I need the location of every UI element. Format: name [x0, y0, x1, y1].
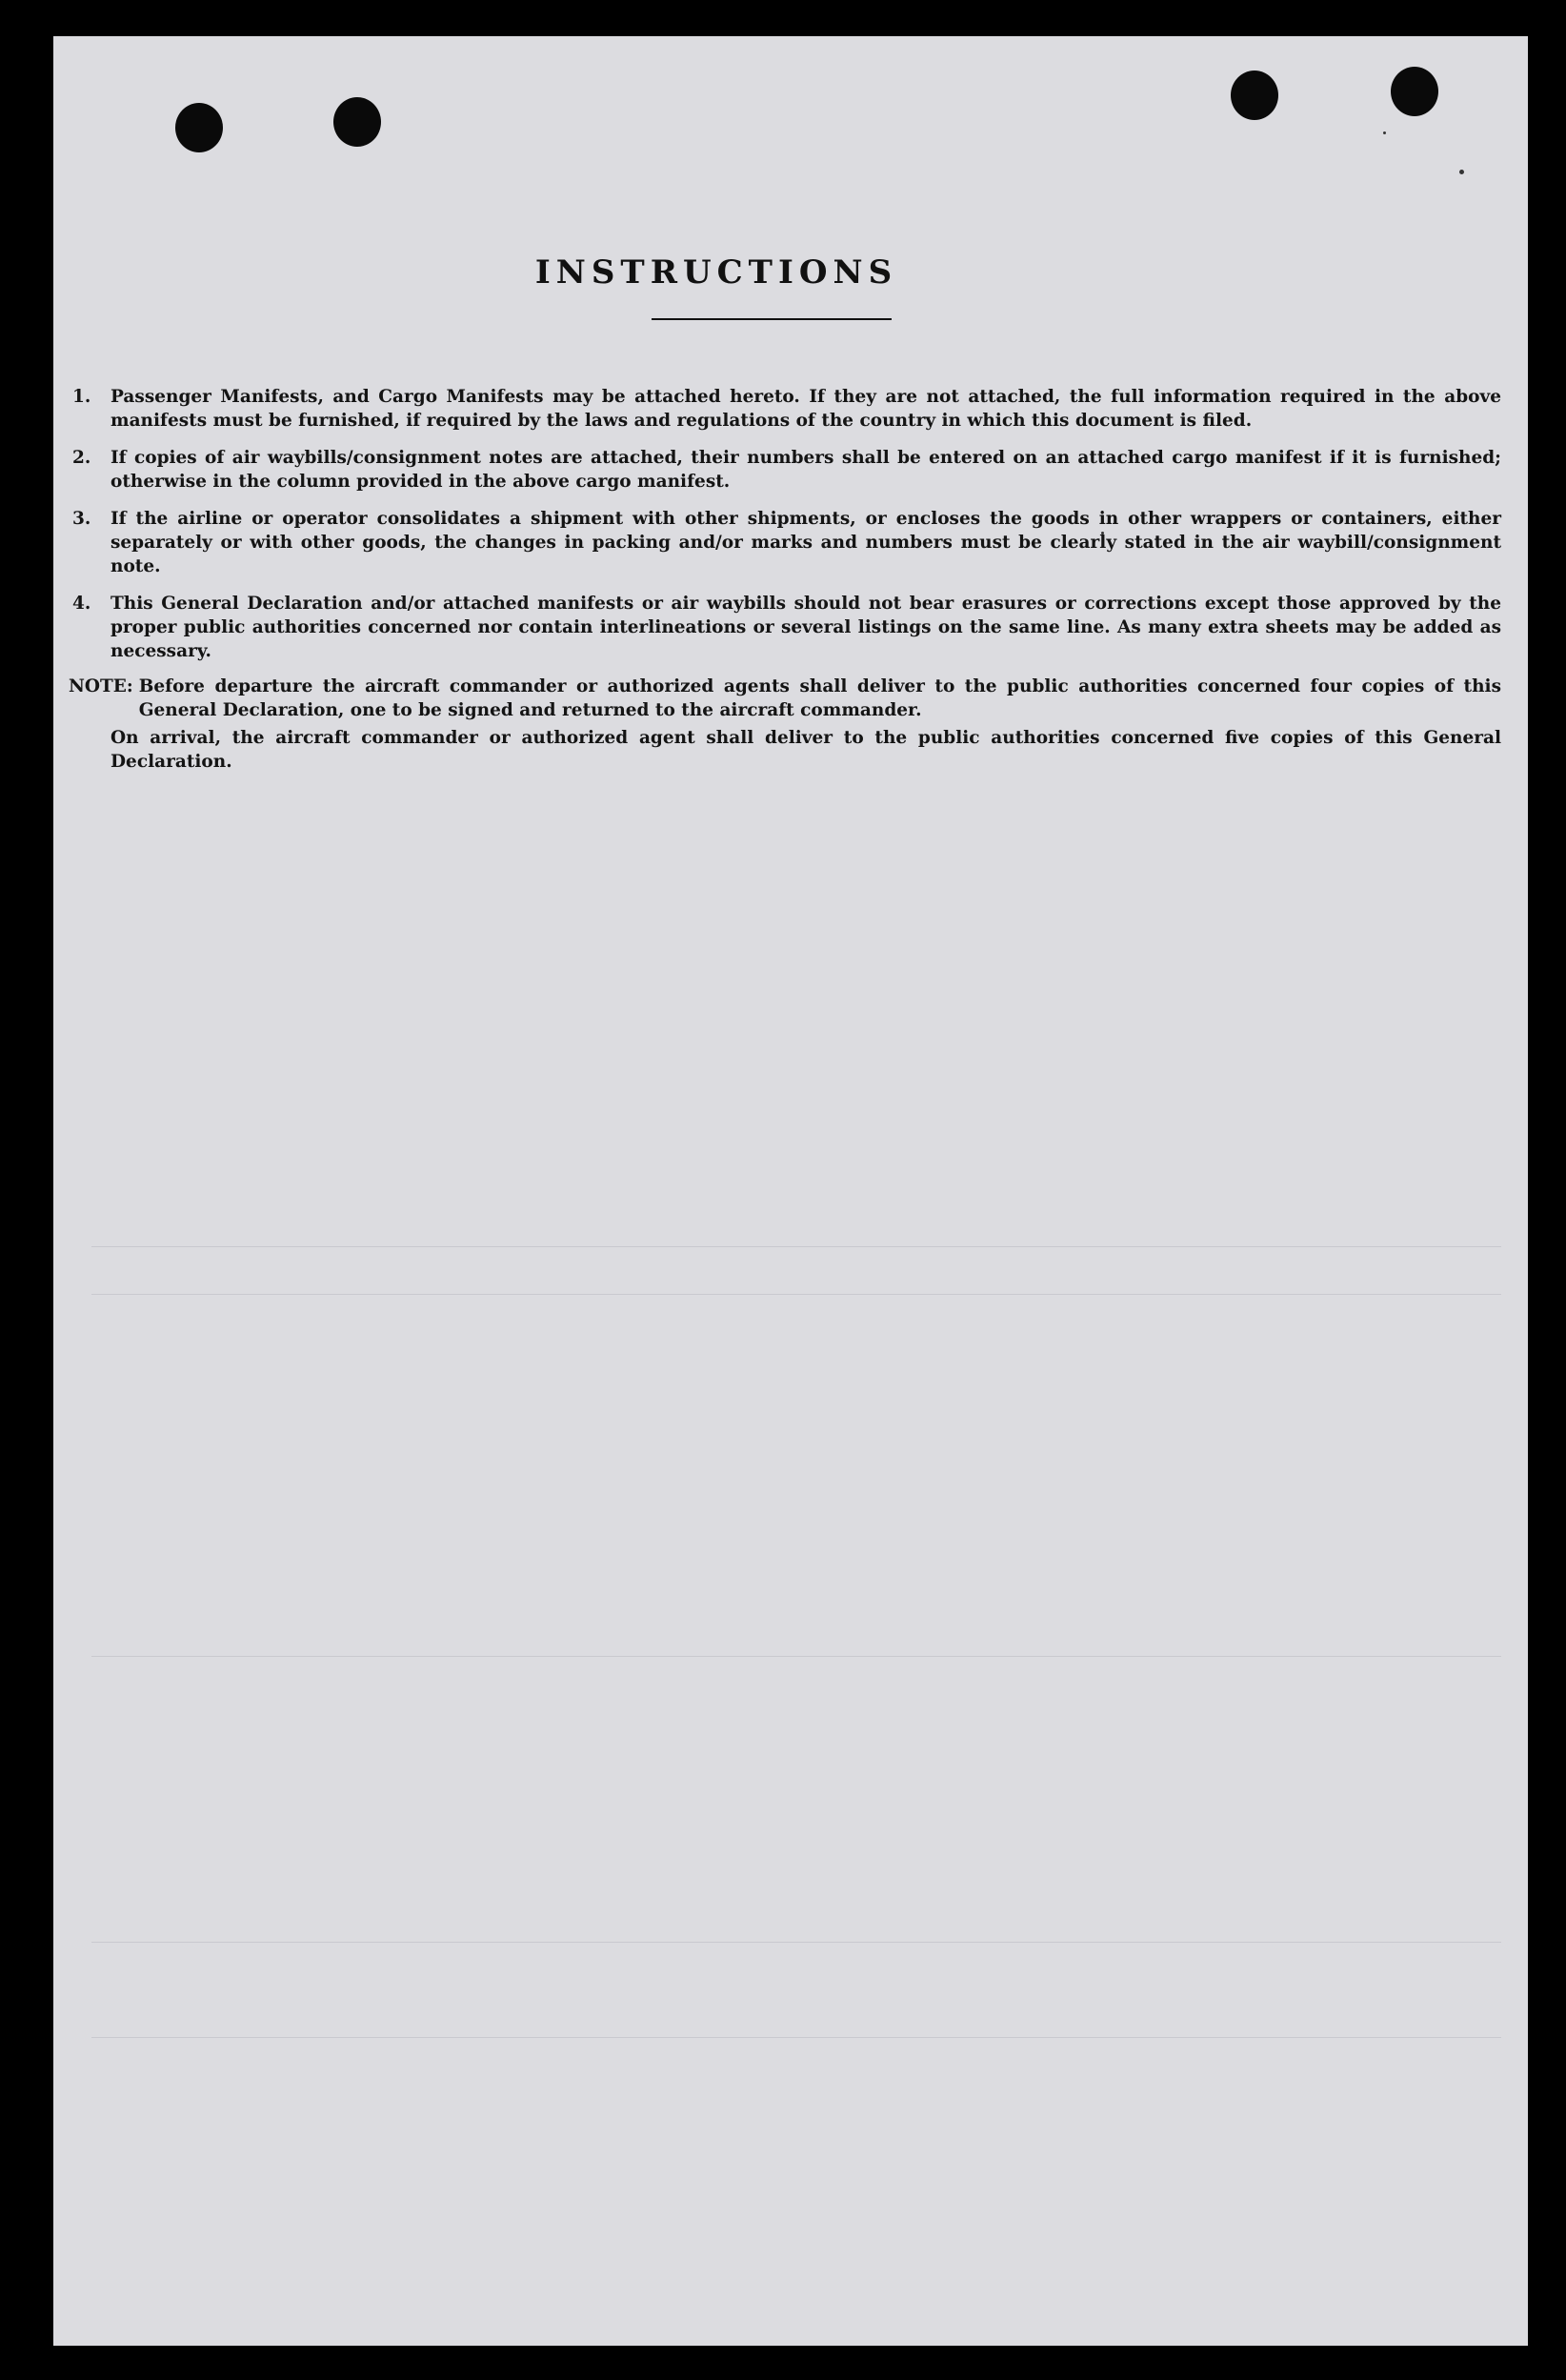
speck-mark	[1459, 170, 1464, 174]
punch-hole-top-right-1	[1231, 71, 1278, 120]
instructions-list	[69, 385, 1501, 774]
punch-hole-top-left-1	[175, 103, 223, 152]
instruction-text: This General Declaration and/or attached manifests or air waybills should not bear erasures or corrections except those approved by the proper public authorities concerned nor contain interlineations or several listings on the same line. As many extra sheets may be added as necessary.	[110, 594, 1501, 661]
instruction-item	[72, 507, 1501, 578]
page-title: INSTRUCTIONS	[534, 253, 898, 292]
show-through-line	[91, 1942, 1501, 1943]
show-through-line	[91, 1294, 1501, 1295]
show-through-line	[91, 2037, 1501, 2038]
speck-mark	[1383, 131, 1386, 134]
instruction-item	[72, 385, 1501, 433]
note-block	[69, 675, 1501, 722]
note-label: NOTE:	[69, 676, 133, 696]
punch-hole-top-left-2	[333, 97, 381, 147]
instruction-number: 4.	[72, 594, 91, 614]
show-through-line	[91, 1656, 1501, 1657]
title-underline	[652, 318, 892, 320]
instruction-number: 2.	[72, 448, 91, 468]
instruction-number: 1.	[72, 387, 91, 407]
instruction-text: Passenger Manifests, and Cargo Manifests may be attached hereto. If they are not attached, the full information required in the above manifests must be furnished, if required by the laws and regulations of the country in which this document is filed.	[110, 387, 1501, 431]
instruction-text: If the airline or operator consolidates a shipment with other shipments, or encloses the goods in other wrappers or containers, either separately or with other goods, the changes in packing and/or marks and numbers must be clearly stated in the air waybill/consignment note.	[110, 509, 1501, 576]
note-departure-text: Before departure the aircraft commander or authorized agents shall deliver to the public authorities concerned four copies of this General Declaration, one to be signed and returned to the aircraft commander.	[138, 676, 1501, 720]
instruction-item	[72, 592, 1501, 663]
instruction-text: If copies of air waybills/consignment notes are attached, their numbers shall be entered on an attached cargo manifest if it is furnished; otherwise in the column provided in the above cargo manifest.	[110, 448, 1501, 492]
instruction-number: 3.	[72, 509, 91, 529]
punch-hole-top-right-2	[1391, 67, 1438, 116]
document-page	[53, 36, 1528, 2346]
instruction-item	[72, 446, 1501, 494]
show-through-line	[91, 1246, 1501, 1247]
note-arrival-text: On arrival, the aircraft commander or authorized agent shall deliver to the public authorities concerned five copies of this General Declaration.	[110, 728, 1501, 772]
